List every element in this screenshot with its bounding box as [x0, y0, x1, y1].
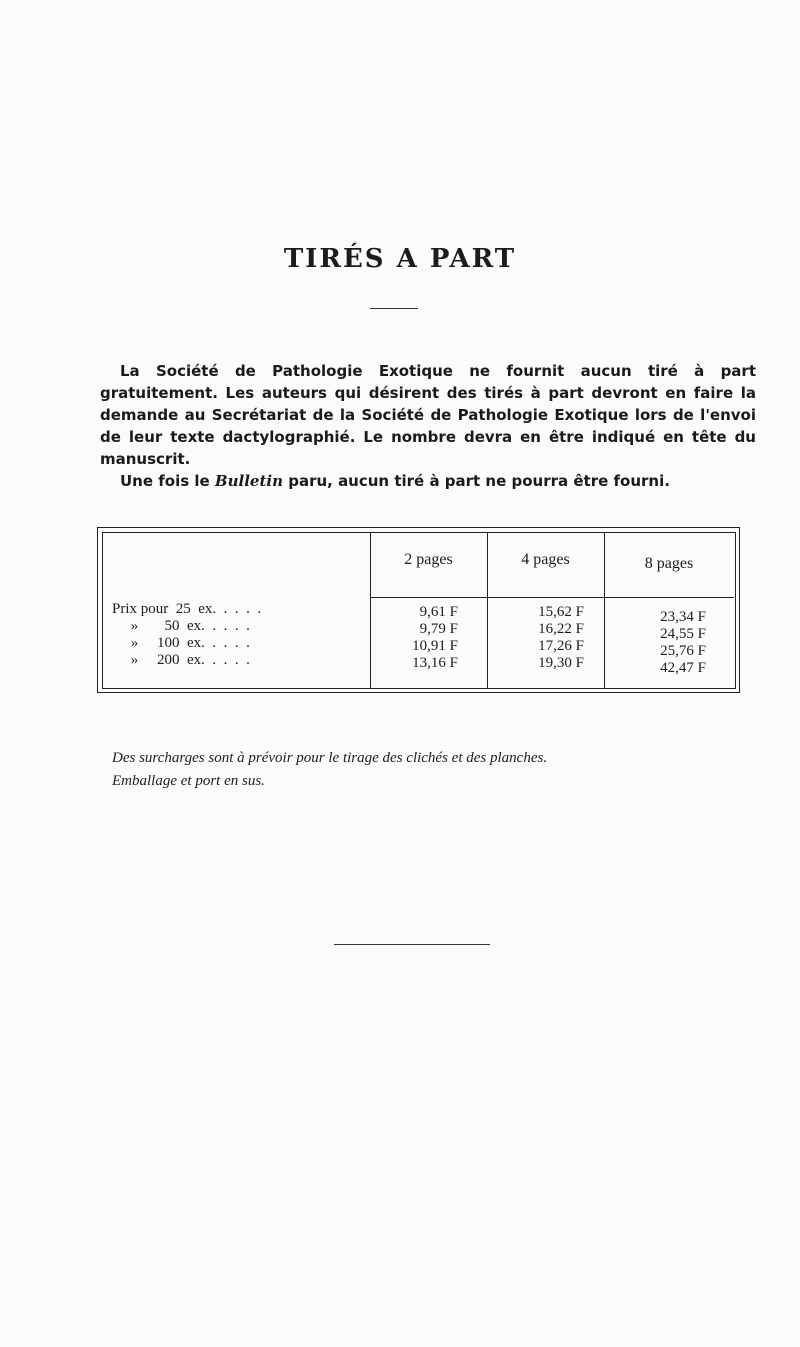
notice-p2-after: paru, aucun tiré à part ne pourra être fourni. [282, 472, 670, 490]
bottom-divider [334, 944, 490, 945]
notice-p2-before: Une fois le [120, 472, 215, 490]
table-cell: 15,62 F [538, 604, 584, 620]
footnote-line-2: Emballage et port en sus. [112, 773, 265, 789]
title-divider [370, 308, 418, 309]
table-row-label: Prix pour 25 ex. . . . . [112, 601, 262, 617]
table-cell: 19,30 F [538, 655, 584, 671]
table-cell: 10,91 F [412, 638, 458, 654]
table-row-label: » 200 ex. . . . . [112, 652, 250, 668]
table-cell: 9,79 F [419, 621, 458, 637]
table-header-divider [370, 597, 734, 598]
notice-paragraph-1: La Société de Pathologie Exotique ne fournit aucun tiré à part gratuitement. Les auteurs qui désirent des tirés à part devront en faire la demande au Secrétariat de la Société de Pathologie Exotique lors de l'envoi de leur texte dactylographié. Le nombre devra en être indiqué en tête du manuscrit. [100, 362, 756, 468]
notice-paragraph-2 [100, 470, 756, 492]
table-header-2-pages: 2 pages [404, 551, 453, 568]
table-cell: 17,26 F [538, 638, 584, 654]
notice-p2-italic: Bulletin [214, 472, 283, 490]
notice-text [100, 360, 756, 492]
table-header-4-pages: 4 pages [521, 551, 570, 568]
footnote-line-1: Des surcharges sont à prévoir pour le tirage des clichés et des planches. [112, 750, 548, 766]
table-row-label: » 100 ex. . . . . [112, 635, 250, 651]
page-title: TIRÉS A PART [283, 244, 517, 274]
table-cell: 9,61 F [419, 604, 458, 620]
table-cell: 13,16 F [412, 655, 458, 671]
table-cell: 23,34 F [660, 609, 706, 625]
table-cell: 42,47 F [660, 660, 706, 676]
table-cell: 16,22 F [538, 621, 584, 637]
table-cell: 24,55 F [660, 626, 706, 642]
table-header-8-pages: 8 pages [644, 555, 694, 572]
footnote [112, 747, 712, 793]
table-cell: 25,76 F [660, 643, 706, 659]
table-row-label: » 50 ex. . . . . [112, 618, 250, 634]
